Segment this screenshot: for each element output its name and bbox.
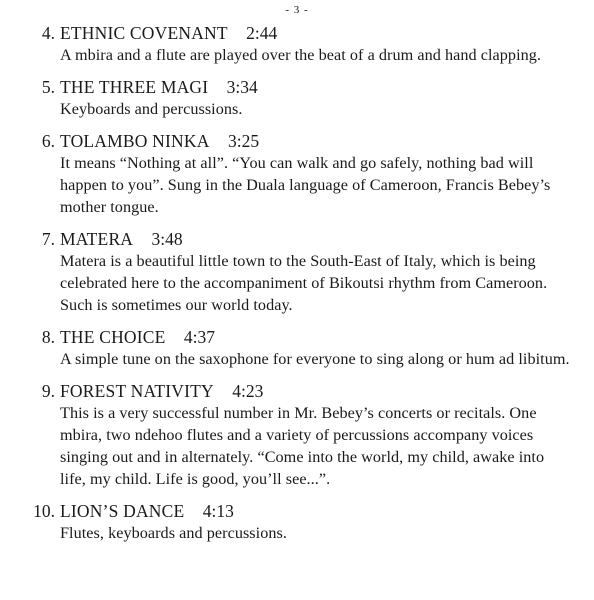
track-item — [0, 228, 594, 316]
track-item — [0, 326, 594, 370]
track-description: A mbira and a flute are played over the beat of a drum and hand clapping. — [60, 46, 541, 64]
track-title: TOLAMBO NINKA — [60, 131, 210, 151]
track-header — [33, 500, 572, 522]
track-description: This is a very successful number in Mr. Bebey’s concerts or recitals. One mbira, two ndehoo flutes and a variety of percussions accompany voices singing out and in alternately. “Come into the world, my child, awake into life, my child. Life is good, you’ll see...”. — [60, 404, 545, 488]
track-number: 4. — [41, 23, 55, 43]
track-duration: 4:37 — [183, 327, 216, 347]
track-duration: 3:34 — [226, 77, 258, 97]
track-duration: 3:25 — [227, 131, 260, 151]
track-number: 9. — [41, 381, 55, 401]
track-title: ETHNIC COVENANT — [60, 23, 228, 43]
track-header — [41, 22, 572, 44]
page-number: - 3 - — [285, 4, 309, 16]
track-description: Matera is a beautiful little town to the South-East of Italy, which is being celebrated here to the accompaniment of Bikoutsi rhythm from Cameroon. Such is sometimes our world today. — [60, 252, 548, 314]
track-title: LION’S DANCE — [60, 501, 185, 521]
track-title: MATERA — [60, 229, 134, 249]
track-item — [0, 22, 594, 66]
track-header — [41, 130, 572, 152]
track-number: 6. — [41, 131, 55, 151]
track-title: THE THREE MAGI — [60, 77, 209, 97]
track-number: 10. — [33, 501, 55, 521]
track-header — [41, 228, 572, 250]
track-number: 5. — [41, 77, 55, 97]
track-duration: 2:44 — [246, 23, 278, 43]
track-header — [41, 326, 572, 348]
track-title: THE CHOICE — [60, 327, 166, 347]
track-item — [0, 380, 594, 490]
track-description: Keyboards and percussions. — [60, 100, 243, 118]
track-duration: 4:13 — [202, 501, 234, 521]
track-description: It means “Nothing at all”. “You can walk and go safely, nothing bad will happen to you”. Sung in the Duala language of Cameroon, Francis Bebey’s mother tongue. — [60, 154, 551, 216]
track-item — [0, 500, 594, 544]
track-number: 7. — [41, 229, 55, 249]
track-item — [0, 76, 594, 120]
track-list — [0, 22, 594, 554]
track-description: Flutes, keyboards and percussions. — [60, 524, 287, 542]
track-description: A simple tune on the saxophone for everyone to sing along or hum ad libitum. — [60, 350, 570, 368]
track-title: FOREST NATIVITY — [60, 381, 214, 401]
track-header — [41, 380, 572, 402]
track-item — [0, 130, 594, 218]
track-header — [41, 76, 572, 98]
track-duration: 4:23 — [232, 381, 264, 401]
track-duration: 3:48 — [151, 229, 183, 249]
track-number: 8. — [41, 327, 55, 347]
